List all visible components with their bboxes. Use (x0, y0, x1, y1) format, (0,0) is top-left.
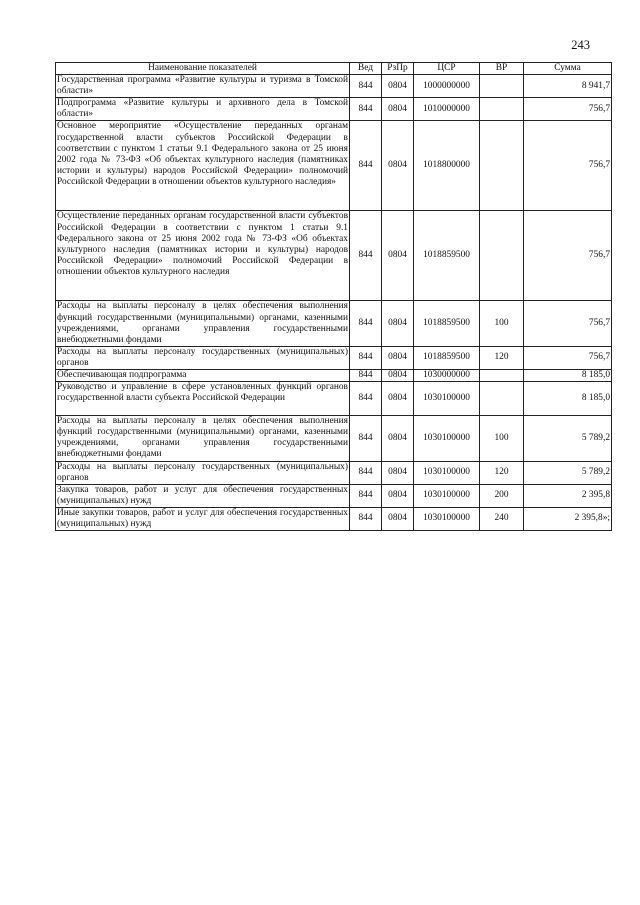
table-row (56, 346, 612, 369)
row-csr: 1018859500 (414, 211, 480, 301)
row-name: Расходы на выплаты персоналу государственных (муниципальных) органов (57, 346, 348, 368)
row-csr: 1018859500 (414, 346, 480, 369)
row-rzpr: 0804 (382, 301, 414, 346)
row-rzpr: 0804 (382, 416, 414, 461)
row-ved: 844 (350, 484, 382, 507)
row-ved: 844 (350, 301, 382, 346)
header-ved: Вед (350, 63, 382, 75)
row-name: Иные закупки товаров, работ и услуг для обеспечения государственных (муниципальных) нужд (57, 507, 348, 529)
header-rzpr: РзПр (382, 63, 414, 75)
row-vr (480, 370, 524, 382)
row-csr: 1030000000 (414, 370, 480, 382)
row-sum: 8 185,0 (524, 382, 612, 416)
row-vr (480, 121, 524, 211)
row-rzpr: 0804 (382, 121, 414, 211)
row-csr: 1010000000 (414, 98, 480, 121)
row-rzpr: 0804 (382, 75, 414, 98)
row-sum: 8 941,7 (524, 75, 612, 98)
row-vr (480, 211, 524, 301)
row-name: Осуществление переданных органам государственной власти субъектов Российской Федерации в соответствии с пунктом 1 статьи 9.1 Федерального закона от 25 июня 2002 года № 73-ФЗ «Об объектах культурного наследия (памятниках истории и культуры) народов Российской Федерации» полномочий Российской Федерации в отношении объектов культурного наследия (56, 211, 350, 301)
table-row (56, 211, 612, 301)
table-row (56, 301, 612, 346)
row-csr: 1030100000 (414, 416, 480, 461)
row-name: Расходы на выплаты персоналу государственных (муниципальных) органов (57, 461, 348, 483)
row-rzpr: 0804 (382, 484, 414, 507)
table-row (56, 382, 612, 416)
row-sum: 756,7 (524, 98, 612, 121)
header-vr: ВР (480, 63, 524, 75)
budget-table (55, 62, 612, 531)
page-number: 243 (571, 38, 590, 52)
table-row (56, 75, 612, 98)
row-vr: 120 (480, 346, 524, 369)
row-sum: 2 395,8 (524, 484, 612, 507)
row-sum: 8 185,0 (524, 370, 612, 382)
row-name: Закупка товаров, работ и услуг для обеспечения государственных (муниципальных) нужд (57, 484, 348, 506)
row-ved: 844 (350, 382, 382, 416)
row-csr: 1030100000 (414, 507, 480, 530)
row-rzpr: 0804 (382, 98, 414, 121)
row-ved: 844 (350, 98, 382, 121)
row-ved: 844 (350, 416, 382, 461)
row-name: Руководство и управление в сфере установленных функций органов государственной власти субъекта Российской Федерации (56, 382, 350, 416)
row-name: Государственная программа «Развитие культуры и туризма в Томской области» (57, 75, 348, 97)
row-vr: 200 (480, 484, 524, 507)
row-vr: 120 (480, 461, 524, 484)
row-vr (480, 382, 524, 416)
row-rzpr: 0804 (382, 382, 414, 416)
row-vr (480, 75, 524, 98)
row-csr: 1030100000 (414, 484, 480, 507)
row-ved: 844 (350, 75, 382, 98)
row-sum: 5 789,2 (524, 416, 612, 461)
row-rzpr: 0804 (382, 346, 414, 369)
table-row (56, 484, 612, 507)
row-sum: 756,7 (524, 301, 612, 346)
row-csr: 1030100000 (414, 382, 480, 416)
row-ved: 844 (350, 121, 382, 211)
row-csr: 1018800000 (414, 121, 480, 211)
row-rzpr: 0804 (382, 507, 414, 530)
row-sum: 756,7 (524, 121, 612, 211)
row-sum: 5 789,2 (524, 461, 612, 484)
row-name: Обеспечивающая подпрограмма (56, 370, 350, 382)
header-sum: Сумма (524, 63, 612, 75)
header-name: Наименование показателей (56, 63, 350, 75)
row-name: Расходы на выплаты персоналу в целях обеспечения выполнения функций государственными (муниципальными) органами, казенными учреждениями, органами управления государственными внебюджетными фондами (57, 416, 348, 460)
row-sum: 2 395,8»; (524, 507, 612, 530)
row-rzpr: 0804 (382, 211, 414, 301)
row-vr (480, 98, 524, 121)
row-vr: 100 (480, 301, 524, 346)
header-csr: ЦСР (414, 63, 480, 75)
row-rzpr: 0804 (382, 370, 414, 382)
row-name: Подпрограмма «Развитие культуры и архивного дела в Томской области» (57, 98, 348, 120)
row-name: Основное мероприятие «Осуществление переданных органам государственной власти субъектов Российской Федерации в соответствии с пунктом 1 статьи 9.1 Федерального закона от 25 июня 2002 года № 73-ФЗ «Об объектах культурного наследия (памятниках истории и культуры) народов Российской Федерации» полномочий Российской Федерации в отношении объектов культурного наследия» (56, 121, 350, 211)
row-csr: 1018859500 (414, 301, 480, 346)
table-row (56, 121, 612, 211)
table-row (56, 461, 612, 484)
row-name: Расходы на выплаты персоналу в целях обеспечения выполнения функций государственными (муниципальными) органами, казенными учреждениями, органами управления государственными внебюджетными фондами (57, 301, 348, 345)
table-row (56, 98, 612, 121)
row-csr: 1000000000 (414, 75, 480, 98)
row-ved: 844 (350, 370, 382, 382)
row-rzpr: 0804 (382, 461, 414, 484)
row-vr: 240 (480, 507, 524, 530)
table-header-row (56, 63, 612, 75)
row-ved: 844 (350, 507, 382, 530)
table-row (56, 416, 612, 461)
table-row (56, 370, 612, 382)
table-row (56, 507, 612, 530)
row-sum: 756,7 (524, 346, 612, 369)
row-ved: 844 (350, 211, 382, 301)
row-sum: 756,7 (524, 211, 612, 301)
row-ved: 844 (350, 461, 382, 484)
row-ved: 844 (350, 346, 382, 369)
row-vr: 100 (480, 416, 524, 461)
row-csr: 1030100000 (414, 461, 480, 484)
